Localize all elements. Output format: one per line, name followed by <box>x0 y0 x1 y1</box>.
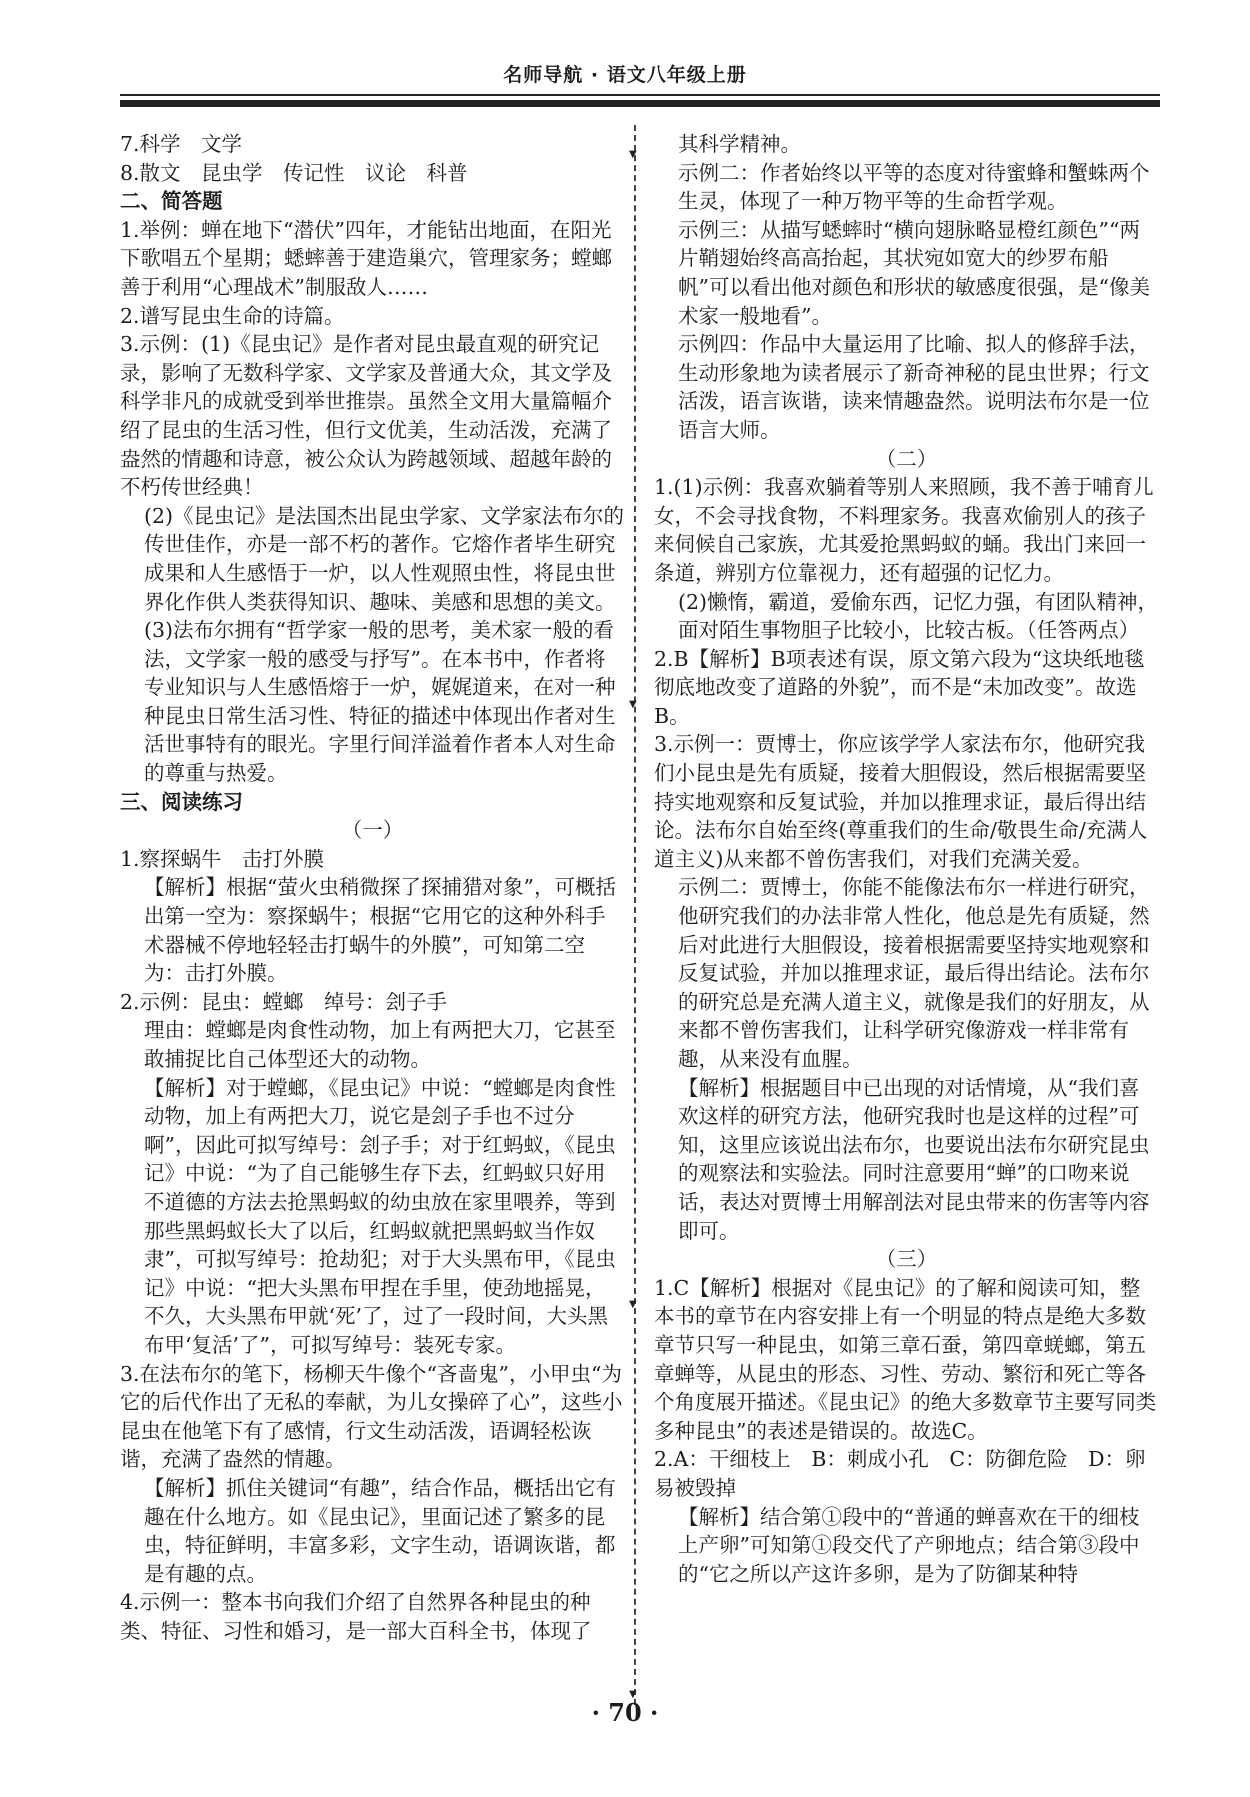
divider-arrow-icon: ▼ <box>629 1689 637 1700</box>
right-column-paragraph: 2.B【解析】B项表述有误，原文第六段为“这块纸地毯彻底地改变了道路的外貌”，而不是“未加改变”。故选B。 <box>654 646 1145 728</box>
left-column-paragraph: 7.科学 文学 <box>120 132 243 156</box>
right-column-paragraph: 示例二：贾博士，你能不能像法布尔一样进行研究，他研究我们的办法非常人性化，他总是先有质疑，然后对此进行大胆假设，接着根据需要坚持实地观察和反复试验，并加以推理求证，最后得出结论。法布尔的研究总是充满人道主义，就像是我们的好朋友，从来都不曾伤害我们，让科学研究像游戏一样非常有趣，从来没有血腥。 <box>678 875 1150 1071</box>
header-rule-thin <box>120 94 1160 96</box>
right-column <box>654 130 1159 1588</box>
column-divider <box>634 125 636 1705</box>
right-column-paragraph: 【解析】根据题目中已出现的对话情境，从“我们喜欢这样的研究方法，他研究我时也是这样的过程”可知，这里应该说出法布尔，也要说出法布尔研究昆虫的观察法和实验法。同时注意要用“蝉”的口吻来说话，表达对贾博士用解剖法对昆虫带来的伤害等内容即可。 <box>678 1075 1150 1243</box>
right-column-paragraph: （二） <box>875 446 938 471</box>
page-number: · 70 · <box>591 1698 659 1727</box>
divider-arrow-icon: ▼ <box>629 1299 637 1310</box>
page-header: 名师导航 · 语文八年级上册 <box>503 64 747 86</box>
divider-arrow-icon: ▼ <box>629 699 637 710</box>
right-column-paragraph: 2.A：干细枝上 B：刺成小孔 C：防御危险 D：卵易被毁掉 <box>654 1447 1146 1500</box>
left-column-paragraph: 3.在法布尔的笔下，杨柳天牛像个“吝啬鬼”，小甲虫“为它的后代作出了无私的奉献，为儿女操碎了心”，这些小昆虫在他笔下有了感情，行文生动活泼，语调轻松诙谐，充满了盎然的情趣。 <box>120 1361 623 1472</box>
left-column-paragraph: 3.示例：(1)《昆虫记》是作者对昆虫最直观的研究记录，影响了无数科学家、文学家及普通大众，其文学及科学非凡的成就受到举世推崇。虽然全文用大量篇幅介绍了昆虫的生活习性，但行文优美，生动活泼，充满了盎然的情趣和诗意，被公众认为跨越领域、超越年龄的不朽传世经典！ <box>120 332 612 500</box>
divider-arrow-icon: ▼ <box>629 149 637 160</box>
left-column-paragraph: 1.举例：蝉在地下“潜伏”四年，才能钻出地面，在阳光下歌唱五个星期；蟋蟀善于建造巢穴，管理家务；螳螂善于利用“心理战术”制服敌人…… <box>120 217 612 299</box>
left-column-paragraph: 4.示例一：整本书向我们介绍了自然界各种昆虫的种类、特征、习性和婚习，是一部大百科全书，体现了 <box>120 1590 592 1643</box>
right-column-paragraph: 其科学精神。 <box>678 132 801 156</box>
left-column-paragraph: 【解析】抓住关键词“有趣”，结合作品，概括出它有趣在什么地方。如《昆虫记》，里面记述了繁多的昆虫，特征鲜明，丰富多彩，文字生动，语调诙谐，都是有趣的点。 <box>144 1475 616 1586</box>
left-column-paragraph: （一） <box>341 818 404 843</box>
left-column-paragraph: 二、简答题 <box>120 189 223 214</box>
right-column-paragraph: 【解析】结合第①段中的“普通的蝉喜欢在干的细枝上产卵”可知第①段交代了产卵地点；结合第③段中的“它之所以产这许多卵，是为了防御某种特 <box>678 1504 1140 1586</box>
right-column-paragraph: 3.示例一：贾博士，你应该学学人家法布尔，他研究我们小昆虫是先有质疑，接着大胆假设，然后根据需要坚持实地观察和反复试验，并加以推理求证，最后得出结论。法布尔自始至终(尊重我们的生命/敬畏生命/充满人道主义)从来都不曾伤害我们，对我们充满关爱。 <box>654 732 1148 871</box>
right-column-paragraph: 示例四：作品中大量运用了比喻、拟人的修辞手法，生动形象地为读者展示了新奇神秘的昆虫世界；行文活泼，语言诙谐，读来情趣盎然。说明法布尔是一位语言大师。 <box>678 332 1150 442</box>
left-column-paragraph: 1.察探蜗牛 击打外膜 <box>120 846 325 871</box>
left-column-paragraph: (2)《昆虫记》是法国杰出昆虫学家、文学家法布尔的传世佳作，亦是一部不朽的著作。它熔作者毕生研究成果和人生感悟于一炉，以人性观照虫性，将昆虫世界化作供人类获得知识、趣味、美感和思想的美文。 <box>144 503 625 614</box>
header-rule-thick <box>120 100 1160 107</box>
right-column-paragraph: 示例二：作者始终以平等的态度对待蜜蜂和蟹蛛两个生灵，体现了一种万物平等的生命哲学观。 <box>678 160 1150 214</box>
left-column-paragraph: (3)法布尔拥有“哲学家一般的思考，美术家一般的看法，文学家一般的感受与抒写”。在本书中，作者将专业知识与人生感悟熔于一炉，娓娓道来，在对一种种昆虫日常生活习性、特征的描述中体现出作者对生活世事特有的眼光。字里行间洋溢着作者本人对生命的尊重与热爱。 <box>144 618 616 786</box>
left-column-paragraph: 【解析】根据“萤火虫稍微探了探捕猎对象”，可概括出第一空为：察探蜗牛；根据“它用它的这种外科手术器械不停地轻轻击打蜗牛的外膜”，可知第二空为：击打外膜。 <box>144 875 616 986</box>
left-column-paragraph: 【解析】对于螳螂，《昆虫记》中说：“螳螂是肉食性动物，加上有两把大刀，说它是刽子手也不过分啊”，因此可拟写绰号：刽子手；对于红蚂蚁，《昆虫记》中说：“为了自己能够生存下去，红蚂蚁只好用不道德的方法去抢黑蚂蚁的幼虫放在家里喂养，等到那些黑蚂蚁长大了以后，红蚂蚁就把黑蚂蚁当作奴隶”，可拟写绰号：抢劫犯；对于大头黑布甲，《昆虫记》中说：“把大头黑布甲捏在手里，使劲地摇晃，不久，大头黑布甲就‘死’了，过了一段时间，大头黑布甲‘复活’了”，可拟写绰号：装死专家。 <box>144 1075 616 1357</box>
left-column-paragraph: 2.谱写昆虫生命的诗篇。 <box>120 303 345 328</box>
left-column-paragraph: 8.散文 昆虫学 传记性 议论 科普 <box>120 160 468 185</box>
right-column-paragraph: (2)懒惰，霸道，爱偷东西，记忆力强，有团队精神，面对陌生事物胆子比较小，比较古板。（任答两点） <box>678 589 1159 643</box>
left-column-paragraph: 三、阅读练习 <box>120 789 243 814</box>
right-column-paragraph: （三） <box>875 1247 938 1272</box>
left-column <box>120 130 625 1645</box>
right-column-paragraph: 1.C【解析】根据对《昆虫记》的了解和阅读可知，整本书的章节在内容安排上有一个明显的特点是绝大多数章节只写一种昆虫，如第三章石蚕，第四章蜣螂，第五章蝉等，从昆虫的形态、习性、劳动、繁衍和死亡等各个角度展开描述。《昆虫记》的绝大多数章节主要写同类多种昆虫”的表述是错误的。故选C。 <box>654 1275 1157 1443</box>
right-column-paragraph: 1.(1)示例：我喜欢躺着等别人来照顾，我不善于哺育儿女，不会寻找食物，不料理家务。我喜欢偷别人的孩子来伺候自己家族，尤其爱抢黑蚂蚁的蛹。我出门来回一条道，辨别方位靠视力，还有超强的记忆力。 <box>654 475 1154 585</box>
left-column-paragraph: 2.示例：昆虫：螳螂 绰号：刽子手 <box>120 989 448 1014</box>
right-column-paragraph: 示例三：从描写蟋蟀时“横向翅脉略显橙红颜色”“两片鞘翅始终高高抬起，其状宛如宽大的纱罗布船帆”可以看出他对颜色和形状的敏感度很强，是“像美术家一般地看”。 <box>678 217 1150 328</box>
left-column-paragraph: 理由：螳螂是肉食性动物，加上有两把大刀，它甚至敢捕捉比自己体型还大的动物。 <box>144 1018 616 1071</box>
